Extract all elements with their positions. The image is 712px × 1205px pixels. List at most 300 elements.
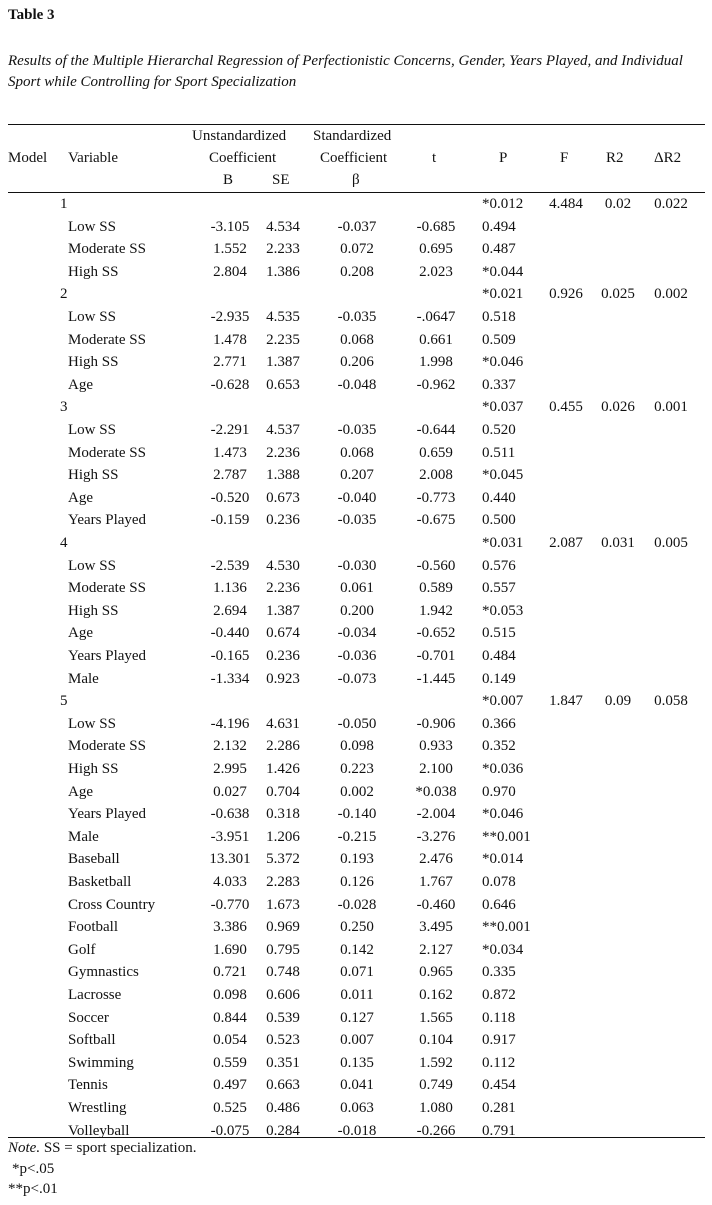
cell-t: -0.906 <box>416 715 456 732</box>
model-row <box>0 533 712 556</box>
cell-p: *0.007 <box>482 693 524 710</box>
cell-p: *0.036 <box>482 761 524 777</box>
table-label: Table 3 <box>8 7 55 23</box>
cell-p: 0.118 <box>482 1009 516 1026</box>
cell-beta: -0.037 <box>337 218 377 235</box>
cell-b: 2.771 <box>213 354 247 371</box>
table-row <box>0 1008 712 1031</box>
cell-se: 1.206 <box>266 828 300 845</box>
table-row <box>0 352 712 375</box>
cell-p: *0.045 <box>482 467 524 484</box>
cell-beta: 0.011 <box>340 987 374 1003</box>
table-row <box>0 488 712 511</box>
cell-b: 1.478 <box>213 331 247 348</box>
table-row <box>0 782 712 805</box>
model-row <box>0 691 712 714</box>
cell-t: -0.701 <box>416 648 456 664</box>
cell-se: 2.233 <box>266 241 300 258</box>
cell-t: -0.652 <box>416 625 456 642</box>
cell-se: 1.386 <box>266 263 300 280</box>
cell-b: 2.132 <box>213 738 247 755</box>
cell-beta: 0.250 <box>340 919 374 936</box>
cell-b: 0.844 <box>213 1009 247 1026</box>
table-row <box>0 714 712 737</box>
table-row <box>0 804 712 827</box>
header-b: B <box>223 172 234 188</box>
cell-r2: 0.031 <box>601 535 635 551</box>
cell-p: 0.791 <box>482 1122 516 1139</box>
cell-variable: Moderate SS <box>68 738 146 755</box>
table-row <box>0 917 712 940</box>
cell-t: -2.004 <box>416 806 456 823</box>
cell-r2: 0.026 <box>601 399 635 416</box>
cell-t: 2.100 <box>419 761 453 777</box>
cell-se: 0.318 <box>266 806 300 823</box>
cell-b: 1.552 <box>213 241 247 258</box>
cell-beta: 0.206 <box>340 354 374 371</box>
table-row <box>0 872 712 895</box>
cell-variable: Moderate SS <box>68 580 146 597</box>
table-row <box>0 443 712 466</box>
cell-variable: High SS <box>68 354 119 371</box>
cell-b: 2.995 <box>213 761 247 777</box>
cell-p: 0.454 <box>482 1077 516 1094</box>
cell-p: 0.646 <box>482 896 516 913</box>
cell-t: 0.965 <box>419 964 453 981</box>
cell-se: 0.486 <box>266 1100 300 1116</box>
cell-beta: 0.002 <box>340 783 374 800</box>
cell-b: -3.105 <box>210 218 250 235</box>
cell-variable: Basketball <box>68 874 132 890</box>
cell-variable: Age <box>68 625 93 642</box>
cell-b: 2.804 <box>213 263 247 280</box>
table-row <box>0 556 712 579</box>
cell-p: 0.078 <box>482 874 516 890</box>
cell-t: 1.565 <box>419 1009 453 1026</box>
cell-t: 0.659 <box>419 444 453 461</box>
cell-beta: 0.098 <box>340 738 374 755</box>
cell-b: -0.628 <box>210 376 250 393</box>
cell-t: -1.445 <box>416 670 456 687</box>
cell-beta: -0.215 <box>337 828 377 845</box>
table-row <box>0 1030 712 1053</box>
cell-beta: 0.193 <box>340 851 374 868</box>
cell-delta-r2: 0.001 <box>654 399 688 416</box>
cell-b: 13.301 <box>209 851 251 868</box>
cell-p: 0.520 <box>482 422 516 438</box>
cell-model: 5 <box>60 693 68 710</box>
cell-beta: 0.200 <box>340 602 374 619</box>
cell-t: -0.644 <box>416 422 456 438</box>
cell-t: 0.162 <box>419 987 453 1003</box>
cell-b: 0.098 <box>213 987 247 1003</box>
cell-r2: 0.025 <box>601 286 635 303</box>
table-row <box>0 827 712 850</box>
cell-variable: Male <box>68 828 99 845</box>
cell-variable: Age <box>68 376 93 393</box>
note-label: Note. <box>8 1140 41 1156</box>
cell-p: 0.970 <box>482 783 516 800</box>
cell-variable: Moderate SS <box>68 331 146 348</box>
cell-se: 2.235 <box>266 331 300 348</box>
cell-variable: High SS <box>68 761 119 777</box>
cell-t: -0.773 <box>416 489 456 506</box>
cell-se: 0.663 <box>266 1077 300 1094</box>
header-unstd-coefficient: Coefficient <box>209 150 277 166</box>
table-row <box>0 465 712 488</box>
table-row <box>0 217 712 240</box>
cell-f: 0.455 <box>549 399 583 416</box>
cell-b: -0.520 <box>210 489 250 506</box>
model-row <box>0 397 712 420</box>
cell-t: 0.695 <box>419 241 453 258</box>
note-text: SS = sport specialization. <box>40 1140 197 1156</box>
cell-se: 4.534 <box>266 218 300 235</box>
cell-beta: -0.035 <box>337 512 377 529</box>
cell-t: 2.023 <box>419 263 453 280</box>
top-rule <box>8 124 705 125</box>
cell-se: 1.387 <box>266 602 300 619</box>
cell-beta: -0.048 <box>337 376 377 393</box>
header-t: t <box>432 150 437 166</box>
cell-beta: -0.073 <box>337 670 377 687</box>
cell-variable: High SS <box>68 467 119 484</box>
cell-variable: Years Played <box>68 648 147 664</box>
model-row <box>0 194 712 217</box>
cell-f: 2.087 <box>549 535 583 551</box>
table-row <box>0 1053 712 1076</box>
cell-variable: Tennis <box>68 1077 108 1094</box>
cell-se: 0.606 <box>266 987 300 1003</box>
cell-se: 0.969 <box>266 919 300 936</box>
cell-beta: -0.028 <box>337 896 377 913</box>
cell-t: 2.476 <box>419 851 453 868</box>
cell-r2: 0.02 <box>604 196 632 212</box>
cell-se: 4.535 <box>266 309 300 325</box>
cell-variable: Softball <box>68 1032 116 1049</box>
cell-p: 0.352 <box>482 738 516 755</box>
cell-variable: Low SS <box>68 422 116 438</box>
cell-p: 0.515 <box>482 625 516 642</box>
cell-b: -1.334 <box>210 670 250 687</box>
cell-p: 0.576 <box>482 557 516 574</box>
table-row <box>0 510 712 533</box>
cell-variable: Years Played <box>68 512 147 529</box>
cell-t: 2.127 <box>419 941 453 958</box>
table-row <box>0 759 712 782</box>
cell-beta: 0.072 <box>340 241 374 258</box>
cell-delta-r2: 0.058 <box>654 693 688 710</box>
table-row <box>0 962 712 985</box>
cell-se: 4.530 <box>266 557 300 574</box>
table-row <box>0 736 712 759</box>
cell-beta: -0.035 <box>337 422 377 438</box>
cell-beta: 0.207 <box>340 467 374 484</box>
cell-f: 4.484 <box>549 196 583 212</box>
cell-b: 0.559 <box>213 1054 247 1071</box>
cell-b: 1.473 <box>213 444 247 461</box>
cell-variable: Age <box>68 783 93 800</box>
cell-p: 0.511 <box>482 444 516 461</box>
cell-t: -0.560 <box>416 557 456 574</box>
table-row <box>0 601 712 624</box>
cell-variable: High SS <box>68 263 119 280</box>
cell-variable: Lacrosse <box>68 987 122 1003</box>
cell-beta: -0.035 <box>337 309 377 325</box>
cell-b: 1.690 <box>213 941 247 958</box>
cell-b: -0.159 <box>210 512 250 529</box>
table-row <box>0 262 712 285</box>
model-row <box>0 284 712 307</box>
cell-p: **0.001 <box>482 919 531 936</box>
cell-variable: Moderate SS <box>68 241 146 258</box>
cell-beta: 0.127 <box>340 1009 374 1026</box>
cell-b: 0.525 <box>213 1100 247 1116</box>
cell-t: *0.038 <box>415 783 457 800</box>
cell-beta: 0.007 <box>340 1032 374 1049</box>
cell-b: 0.054 <box>213 1032 247 1049</box>
table-caption: Results of the Multiple Hierarchal Regression of Perfectionistic Concerns, Gender, Years Played, and Individual Sport while Controlling for Sport Specialization <box>8 53 683 90</box>
cell-t: 0.104 <box>419 1032 453 1049</box>
cell-b: -0.770 <box>210 896 250 913</box>
cell-beta: -0.034 <box>337 625 377 642</box>
cell-se: 4.537 <box>266 422 300 438</box>
cell-p: *0.046 <box>482 806 524 823</box>
cell-variable: Soccer <box>68 1009 109 1026</box>
cell-p: *0.044 <box>482 263 524 280</box>
cell-p: *0.034 <box>482 941 524 958</box>
cell-se: 1.426 <box>266 761 300 777</box>
cell-variable: Male <box>68 670 99 687</box>
cell-beta: -0.040 <box>337 489 377 506</box>
cell-b: -0.638 <box>210 806 250 823</box>
cell-p: 0.149 <box>482 670 516 687</box>
cell-t: -3.276 <box>416 828 456 845</box>
cell-variable: Low SS <box>68 557 116 574</box>
cell-delta-r2: 0.005 <box>654 535 688 551</box>
bottom-rule <box>8 1137 705 1138</box>
table-row <box>0 1075 712 1098</box>
cell-f: 1.847 <box>549 693 583 710</box>
cell-t: 1.998 <box>419 354 453 371</box>
cell-beta: 0.068 <box>340 331 374 348</box>
cell-b: -0.440 <box>210 625 250 642</box>
table-row <box>0 646 712 669</box>
cell-se: 0.539 <box>266 1009 300 1026</box>
cell-t: -0.685 <box>416 218 456 235</box>
cell-p: *0.053 <box>482 602 524 619</box>
cell-t: -.0647 <box>416 309 456 325</box>
header-variable: Variable <box>68 150 118 166</box>
cell-se: 1.388 <box>266 467 300 484</box>
cell-variable: High SS <box>68 602 119 619</box>
table-row <box>0 849 712 872</box>
cell-se: 0.236 <box>266 648 300 664</box>
cell-variable: Moderate SS <box>68 444 146 461</box>
cell-se: 2.236 <box>266 580 300 597</box>
header-standardized: Standardized <box>313 128 392 144</box>
cell-model: 2 <box>60 286 68 303</box>
cell-se: 0.795 <box>266 941 300 958</box>
cell-beta: -0.036 <box>337 648 377 664</box>
cell-p: 0.112 <box>482 1054 516 1071</box>
cell-beta: -0.050 <box>337 715 377 732</box>
cell-t: 0.933 <box>419 738 453 755</box>
cell-b: -2.935 <box>210 309 250 325</box>
cell-p: 0.509 <box>482 331 516 348</box>
cell-delta-r2: 0.002 <box>654 286 688 303</box>
cell-p: *0.046 <box>482 354 524 371</box>
cell-beta: 0.041 <box>340 1077 374 1094</box>
cell-t: 1.942 <box>419 602 453 619</box>
cell-p: *0.021 <box>482 286 524 303</box>
cell-p: 0.366 <box>482 715 516 732</box>
table-row <box>0 1098 712 1121</box>
cell-p: 0.518 <box>482 309 516 325</box>
cell-se: 0.236 <box>266 512 300 529</box>
table-row <box>0 940 712 963</box>
cell-p: 0.335 <box>482 964 516 981</box>
cell-p: 0.281 <box>482 1100 516 1116</box>
cell-p: *0.012 <box>482 196 524 212</box>
cell-r2: 0.09 <box>604 693 632 710</box>
table-row <box>0 985 712 1008</box>
cell-p: 0.484 <box>482 648 516 664</box>
cell-t: -0.962 <box>416 376 456 393</box>
cell-t: -0.675 <box>416 512 456 529</box>
cell-t: 1.767 <box>419 874 453 890</box>
cell-variable: Low SS <box>68 218 116 235</box>
table-row <box>0 307 712 330</box>
cell-variable: Low SS <box>68 309 116 325</box>
cell-model: 3 <box>60 399 68 416</box>
cell-delta-r2: 0.022 <box>654 196 688 212</box>
cell-p: 0.494 <box>482 218 516 235</box>
cell-t: -0.460 <box>416 896 456 913</box>
table-note <box>8 1140 196 1157</box>
cell-se: 1.387 <box>266 354 300 371</box>
cell-variable: Gymnastics <box>68 964 139 981</box>
cell-t: 1.592 <box>419 1054 453 1071</box>
cell-beta: 0.061 <box>340 580 374 597</box>
header-model: Model <box>8 150 48 166</box>
cell-b: 4.033 <box>213 874 247 890</box>
header-rule <box>8 192 705 193</box>
cell-beta: 0.071 <box>340 964 374 981</box>
cell-b: -0.075 <box>210 1122 250 1139</box>
cell-p: 0.557 <box>482 580 516 597</box>
cell-variable: Age <box>68 489 93 506</box>
cell-beta: 0.142 <box>340 941 374 958</box>
cell-beta: 0.223 <box>340 761 374 777</box>
cell-t: 0.661 <box>419 331 453 348</box>
cell-se: 0.923 <box>266 670 300 687</box>
cell-b: 2.787 <box>213 467 247 484</box>
cell-se: 4.631 <box>266 715 300 732</box>
cell-t: 0.749 <box>419 1077 453 1094</box>
header-se: SE <box>272 172 290 188</box>
table-row <box>0 623 712 646</box>
cell-p: 0.487 <box>482 241 516 258</box>
cell-p: *0.031 <box>482 535 524 551</box>
cell-p: **0.001 <box>482 828 531 845</box>
cell-p: 0.337 <box>482 376 516 393</box>
cell-se: 2.283 <box>266 874 300 890</box>
header-f: F <box>560 150 569 166</box>
header-unstandardized: Unstandardized <box>192 128 287 144</box>
cell-b: 0.721 <box>213 964 247 981</box>
cell-t: 1.080 <box>419 1100 453 1116</box>
header-p: P <box>499 150 508 166</box>
table-row <box>0 895 712 918</box>
table-row <box>0 375 712 398</box>
cell-variable: Wrestling <box>68 1100 127 1116</box>
cell-b: 1.136 <box>213 580 247 597</box>
cell-f: 0.926 <box>549 286 583 303</box>
cell-model: 1 <box>60 196 68 212</box>
cell-se: 0.748 <box>266 964 300 981</box>
cell-variable: Years Played <box>68 806 147 823</box>
cell-se: 0.284 <box>266 1122 300 1139</box>
cell-beta: 0.208 <box>340 263 374 280</box>
table-row <box>0 578 712 601</box>
cell-b: 2.694 <box>213 602 247 619</box>
cell-p: 0.917 <box>482 1032 516 1049</box>
table-row <box>0 239 712 262</box>
cell-se: 0.523 <box>266 1032 300 1049</box>
table-row <box>0 420 712 443</box>
cell-b: -4.196 <box>210 715 250 732</box>
cell-se: 0.351 <box>266 1054 300 1071</box>
cell-beta: 0.063 <box>340 1100 374 1116</box>
cell-p: *0.037 <box>482 399 524 416</box>
cell-t: 3.495 <box>419 919 453 936</box>
cell-se: 0.653 <box>266 376 300 393</box>
cell-se: 2.236 <box>266 444 300 461</box>
cell-se: 5.372 <box>266 851 300 868</box>
cell-model: 4 <box>60 535 68 551</box>
cell-variable: Baseball <box>68 851 120 868</box>
cell-p: 0.440 <box>482 489 516 506</box>
cell-variable: Swimming <box>68 1054 134 1071</box>
cell-beta: 0.068 <box>340 444 374 461</box>
cell-se: 0.674 <box>266 625 300 642</box>
cell-b: -3.951 <box>210 828 250 845</box>
cell-b: 3.386 <box>213 919 247 936</box>
header-delta-r2: ΔR2 <box>654 150 682 166</box>
cell-t: -0.266 <box>416 1122 456 1139</box>
cell-t: 2.008 <box>419 467 453 484</box>
cell-variable: Volleyball <box>68 1122 130 1139</box>
cell-b: -0.165 <box>210 648 250 664</box>
cell-variable: Football <box>68 919 119 936</box>
table-row <box>0 669 712 692</box>
header-r2: R2 <box>606 150 624 166</box>
cell-b: -2.291 <box>210 422 250 438</box>
cell-variable: Cross Country <box>68 896 156 913</box>
cell-b: -2.539 <box>210 557 250 574</box>
cell-p: 0.500 <box>482 512 516 529</box>
cell-variable: Low SS <box>68 715 116 732</box>
cell-p: 0.872 <box>482 987 516 1003</box>
cell-beta: -0.140 <box>337 806 377 823</box>
cell-se: 1.673 <box>266 896 300 913</box>
cell-beta: 0.126 <box>340 874 374 890</box>
cell-beta: -0.030 <box>337 557 377 574</box>
cell-beta: -0.018 <box>337 1122 377 1139</box>
cell-se: 0.673 <box>266 489 300 506</box>
cell-se: 0.704 <box>266 783 300 800</box>
